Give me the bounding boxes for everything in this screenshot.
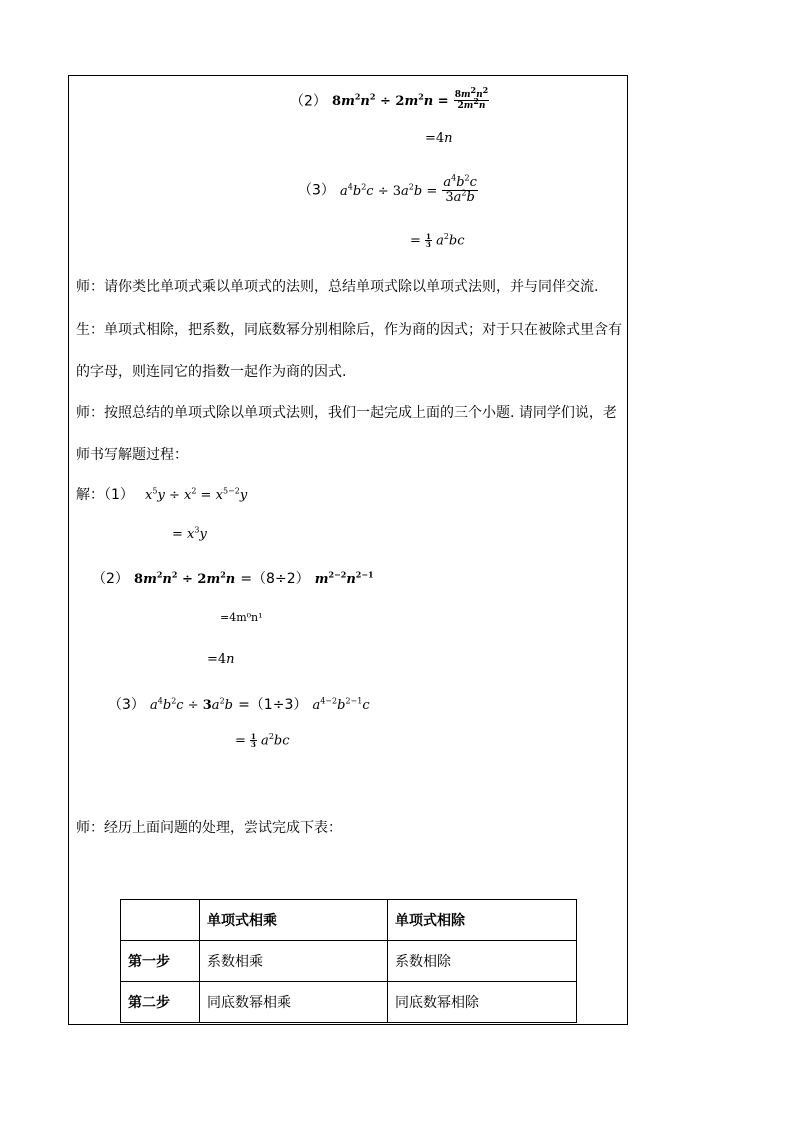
solution-1-line <box>76 484 247 504</box>
example-3-label: （3） <box>298 182 335 199</box>
table-row <box>121 941 577 982</box>
solution-3-label: （3） <box>108 697 145 713</box>
solution-3-power: $a^{4-2}b^{2-1}c$ <box>312 696 370 713</box>
table-cell: 第二步 <box>121 982 200 1023</box>
teacher-prompt-1: 师：请你类比单项式乘以单项式的法则，总结单项式除以单项式法则，并与同伴交流. <box>76 279 599 295</box>
solution-3-result: = $\frac{1}{3}$ $a^2bc$ <box>235 732 290 750</box>
table-header-cell: 单项式相乘 <box>200 900 388 941</box>
solution-2-expression: $8m^2n^2 \div 2m^2n$ <box>134 569 236 587</box>
example-3-result: = $\frac{1}{3}$ $a^2bc$ <box>410 232 465 250</box>
example-2-expression: $8m^2n^2 \div 2m^2n$ = <box>332 92 449 110</box>
teacher-prompt-3: 师：经历上面问题的处理，尝试完成下表： <box>76 820 342 836</box>
table-cell: 系数相乘 <box>200 941 388 982</box>
table-cell: 同底数幂相乘 <box>200 982 388 1023</box>
example-2-line <box>290 85 489 112</box>
solution-2-power: $m^{2-2}n^{2-1}$ <box>314 569 374 587</box>
table-row <box>121 982 577 1023</box>
example-3-fraction: $\frac{a^4b^2c}{3a^2b}$ <box>443 173 477 205</box>
table-header-row <box>121 900 577 941</box>
student-answer-line1: 生：单项式相除，把系数，同底数幂分别相除后，作为商的因式；对于只在被除式里含有 <box>76 322 622 338</box>
example-3-line <box>298 173 478 205</box>
solution-3-expression: $a^4b^2c \div 3a^2b$ <box>150 696 233 713</box>
solution-label: 解：（1） <box>76 487 134 503</box>
solution-2-step2: =4m⁰n¹ <box>220 611 263 624</box>
table-cell: 第一步 <box>121 941 200 982</box>
table-header-cell: 单项式相除 <box>388 900 577 941</box>
one-third-fraction: $\frac{1}{3}$ <box>426 232 431 250</box>
page-frame <box>68 75 628 1025</box>
student-answer-line2: 的字母，则连同它的指数一起作为商的因式. <box>76 364 347 380</box>
teacher-prompt-2-line2: 师书写解题过程： <box>76 447 188 463</box>
solution-2-line <box>92 568 374 588</box>
comparison-table <box>120 899 577 1023</box>
example-2-fraction: $\frac{8m^2n^2}{2m^2n}$ <box>454 85 489 112</box>
teacher-prompt-2-line1: 师：按照总结的单项式除以单项式法则，我们一起完成上面的三个小题. 请同学们说，老 <box>76 405 617 421</box>
solution-3-coefficient: =（1÷3） <box>238 697 308 713</box>
solution-2-step3: =4n <box>207 652 235 667</box>
one-third-fraction-2: $\frac{1}{3}$ <box>251 732 256 750</box>
table-header-cell <box>121 900 200 941</box>
solution-1-expression: $x^5y \div x^2 = x^{5-2}y$ <box>145 486 248 503</box>
example-3-expression: $a^4b^2c \div 3a^2b$ = <box>340 182 438 199</box>
solution-2-label: （2） <box>92 571 129 587</box>
solution-1-result: = $x^3y$ <box>172 525 207 542</box>
table-cell: 系数相除 <box>388 941 577 982</box>
example-2-label: （2） <box>290 93 327 110</box>
example-2-result: =4n <box>425 131 453 146</box>
solution-3-line <box>108 694 370 714</box>
solution-2-coefficient: =（8÷2） <box>240 571 310 587</box>
table-cell: 同底数幂相除 <box>388 982 577 1023</box>
